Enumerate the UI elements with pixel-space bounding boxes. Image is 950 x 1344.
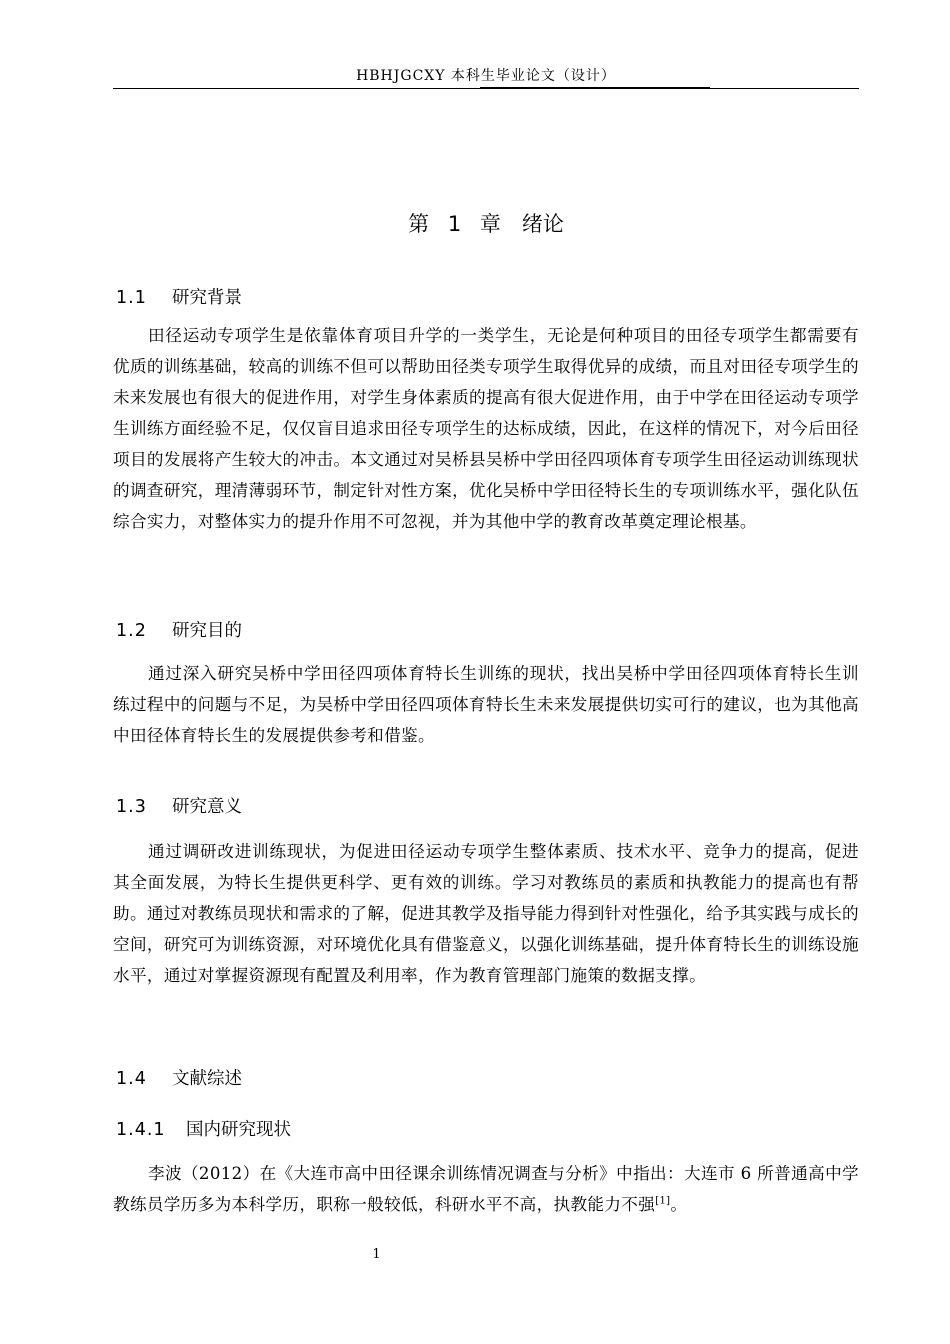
subsection-title: 国内研究现状 [186,1120,291,1140]
subsection-paragraph-1-4-1 [113,1158,859,1220]
paragraph-text: 李波（2012）在《大连市高中田径课余训练情况调查与分析》中指出：大连市 6 所普通高中学教练员学历多为本科学历，职称一般较低，科研水平不高，执教能力不强 [113,1164,859,1214]
chapter-title: 第 1 章 绪论 [408,212,564,236]
section-heading-1-2 [116,618,242,644]
section-heading-1-3 [116,794,242,820]
section-title: 研究意义 [172,797,242,817]
section-heading-1-1 [116,285,242,311]
subsection-number: 1.4.1 [116,1120,166,1140]
section-number: 1.4 [116,1069,147,1089]
section-heading-1-4 [116,1066,242,1092]
section-number: 1.2 [116,621,147,641]
section-paragraph-1-1: 田径运动专项学生是依靠体育项目升学的一类学生，无论是何种项目的田径专项学生都需要有优质的训练基础，较高的训练不但可以帮助田径类专项学生取得优异的成绩，而且对田径专项学生的未来发展也有很大的促进作用，对学生身体素质的提高有很大促进作用，由于中学在田径运动专项学生训练方面经验不足，仅仅盲目追求田径专项学生的达标成绩，因此，在这样的情况下，对今后田径项目的发展将产生较大的冲击。本文通过对吴桥县吴桥中学田径四项体育专项学生田径运动训练现状的调查研究，理清薄弱环节，制定针对性方案，优化吴桥中学田径特长生的专项训练水平，强化队伍综合实力，对整体实力的提升作用不可忽视，并为其他中学的教育改革奠定理论根基。 [113,326,859,531]
section-paragraph-1-3: 通过调研改进训练现状，为促进田径运动专项学生整体素质、技术水平、竞争力的提高，促进其全面发展，为特长生提供更科学、更有效的训练。学习对教练员的素质和执教能力的提高也有帮助。通过对教练员现状和需求的了解，促进其教学及指导能力得到针对性强化，给予其实践与成长的空间，研究可为训练资源，对环境优化具有借鉴意义，以强化训练基础，提升体育特长生的训练设施水平，通过对掌握资源现有配置及利用率，作为教育管理部门施策的数据支撑。 [113,842,859,985]
section-title: 研究目的 [172,621,242,641]
section-number: 1.3 [116,797,147,817]
section-title: 文献综述 [172,1069,242,1089]
section-paragraph-1-2: 通过深入研究吴桥中学田径四项体育特长生训练的现状，找出吴桥中学田径四项体育特长生训练过程中的问题与不足，为吴桥中学田径四项体育特长生未来发展提供切实可行的建议，也为其他高中田径体育特长生的发展提供参考和借鉴。 [113,664,859,745]
header-rule-accent [480,87,710,89]
subsection-heading-1-4-1 [116,1117,291,1143]
section-number: 1.1 [116,288,147,308]
running-header: HBHJGCXY 本科生毕业论文（设计） [356,68,616,84]
paragraph-end: 。 [670,1195,688,1214]
page-number: 1 [372,1247,381,1262]
citation-reference[interactable]: [1] [655,1195,671,1207]
section-title: 研究背景 [172,288,242,308]
